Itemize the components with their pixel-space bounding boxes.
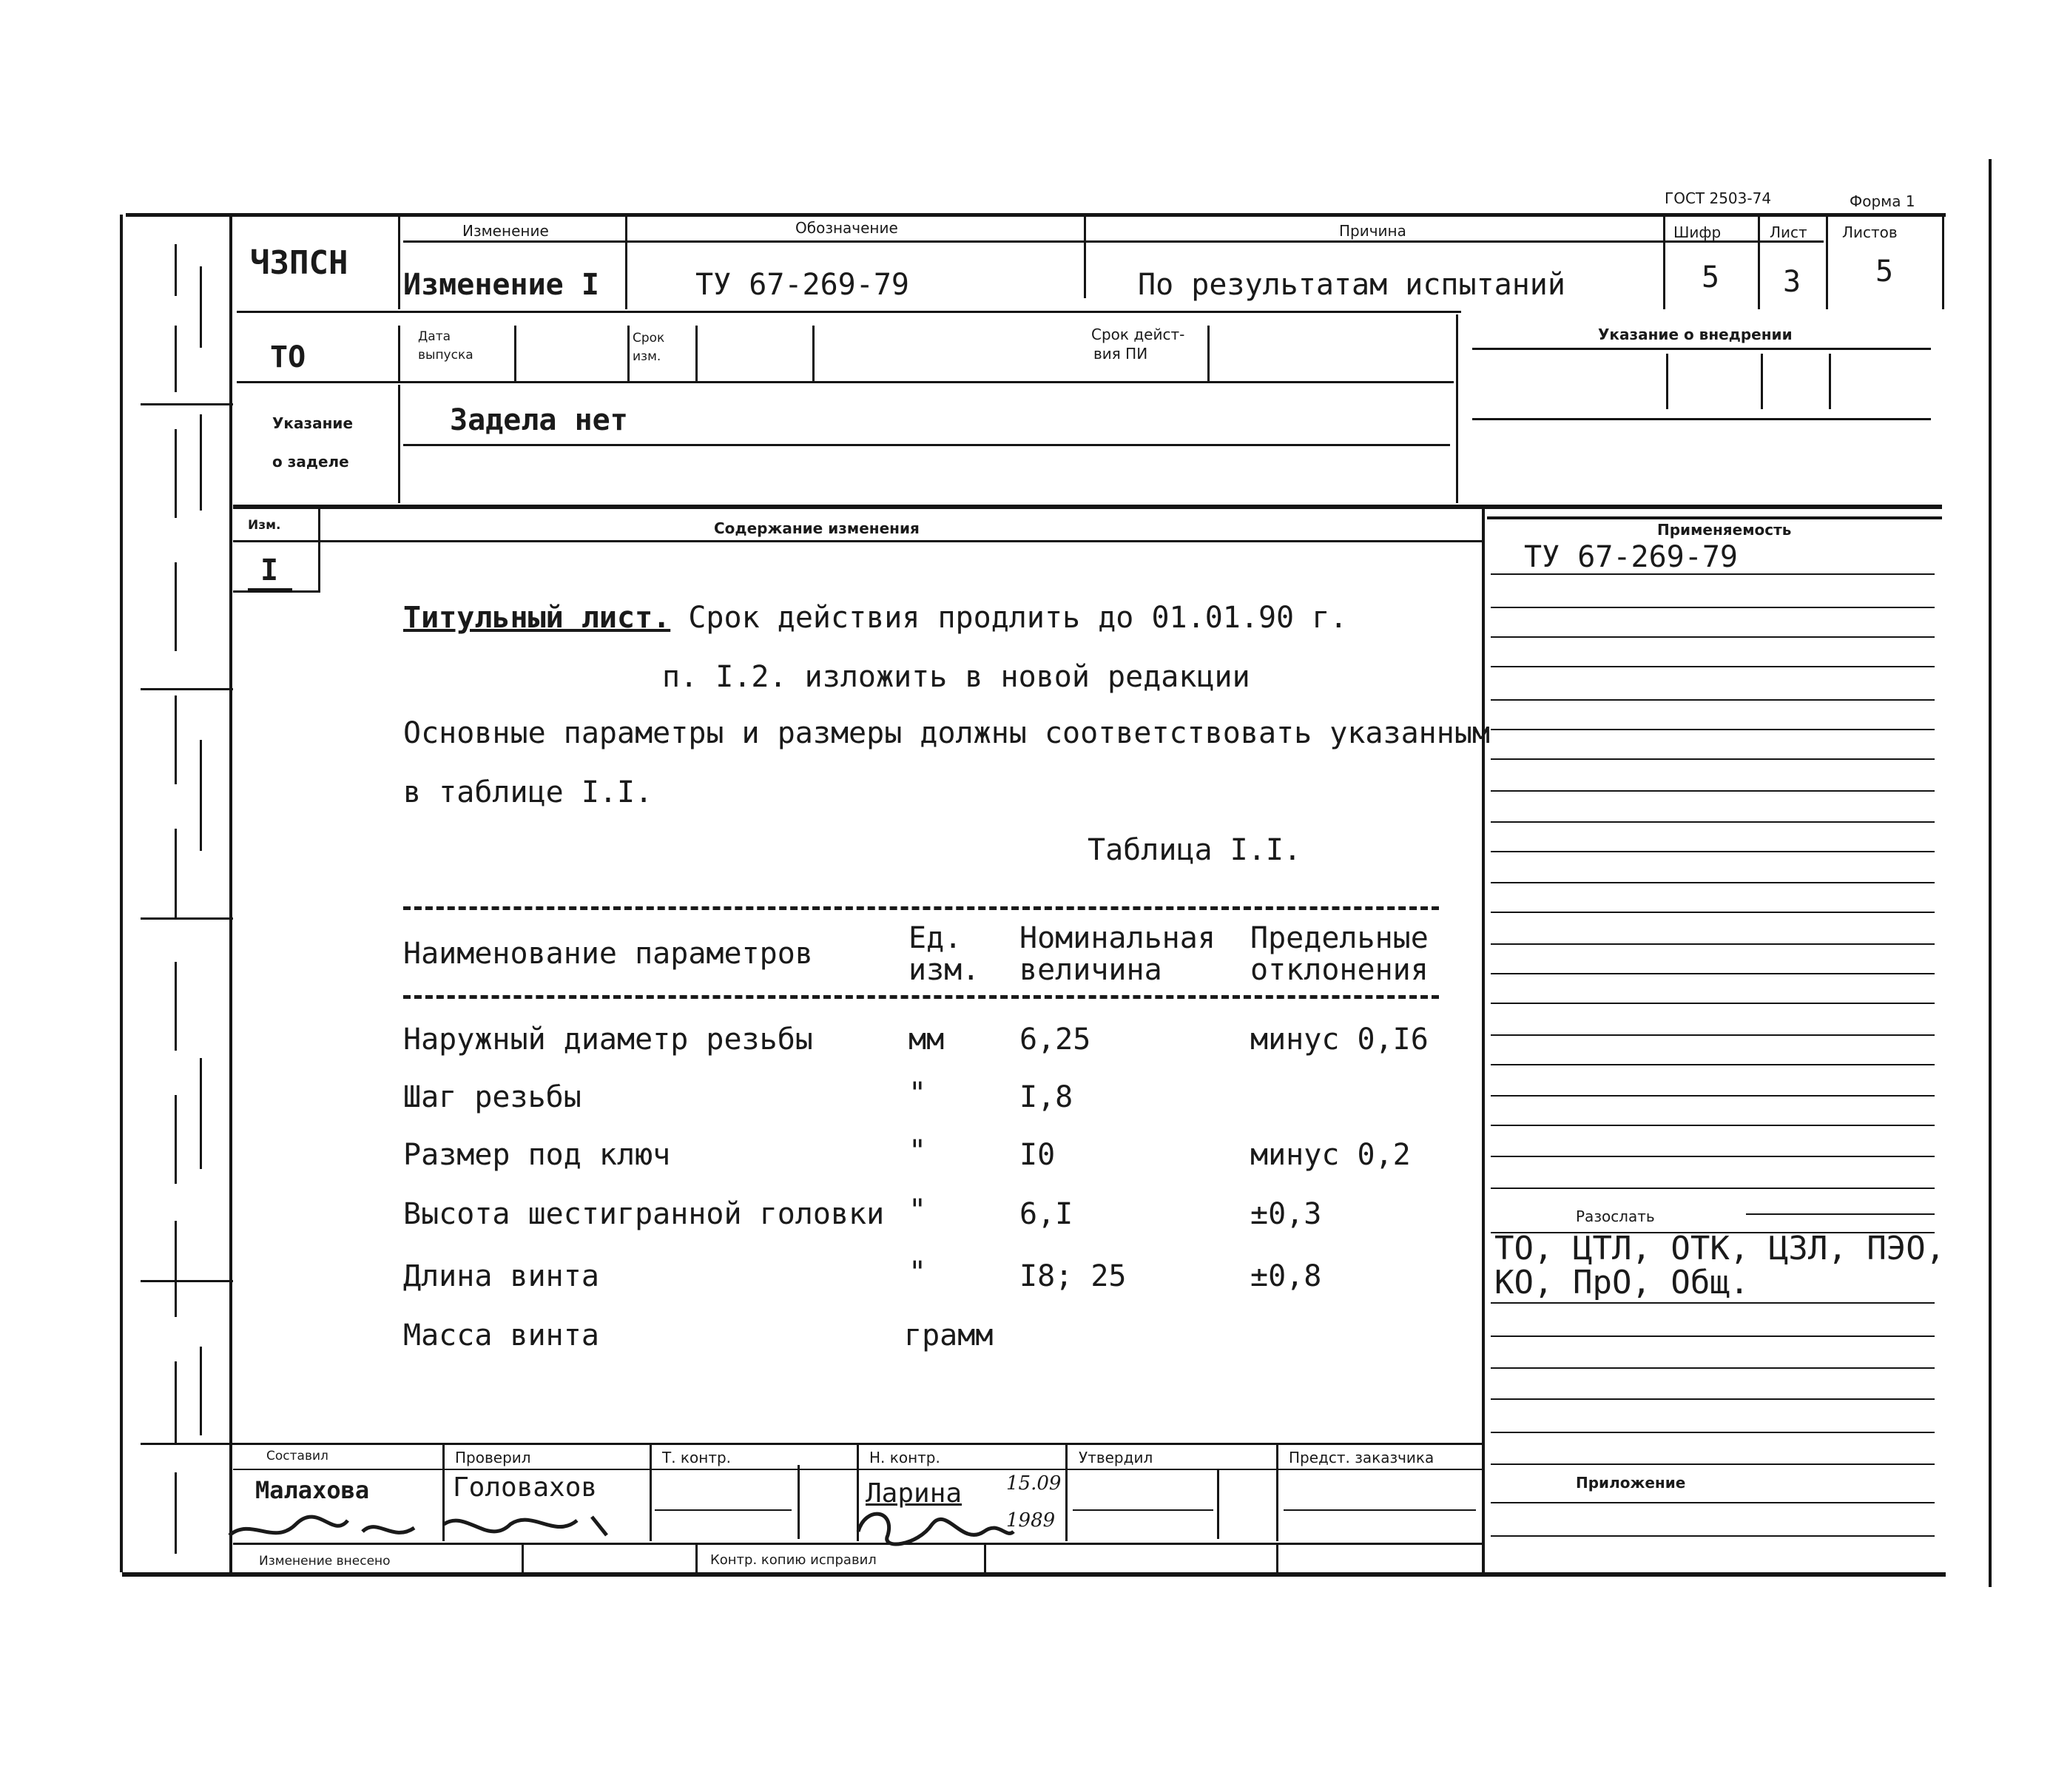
approved-label: Утвердил (1079, 1449, 1153, 1466)
change-no-label: Изм. (248, 518, 281, 533)
ncontrol-name: Ларина (866, 1478, 962, 1509)
content-line-4: в таблице I.I. (403, 775, 653, 809)
reason: По результатам испытаний (1138, 268, 1565, 302)
content-label: Содержание изменения (714, 519, 920, 537)
row-param-name: Размер под ключ (403, 1138, 671, 1172)
row-param-name: Высота шестигранной головки (403, 1197, 885, 1231)
col-label-sheets: Листов (1842, 223, 1898, 241)
sign-date-2: 1989 (1006, 1509, 1056, 1532)
appendix-label: Приложение (1576, 1474, 1686, 1492)
copy-check-label: Контр. копию исправил (710, 1552, 877, 1568)
row-tolerance: минус 0,2 (1250, 1138, 1411, 1172)
content-line-1 (403, 601, 1347, 635)
handwritten-signature-ncontrol (851, 1502, 1021, 1554)
header-unit-2: изм. (908, 953, 980, 987)
checked-label: Проверил (455, 1449, 531, 1466)
table-caption: Таблица I.I. (1088, 833, 1301, 867)
row-tolerance: ±0,3 (1250, 1197, 1322, 1231)
row-nominal: I8; 25 (1019, 1259, 1127, 1293)
dept-code: ТО (270, 340, 306, 374)
row-unit: " (908, 1193, 927, 1227)
tcontrol-label: Т. контр. (662, 1449, 732, 1466)
row-param-name: Длина винта (403, 1259, 599, 1293)
validity-label-1: Срок дейст- (1091, 326, 1185, 343)
content-line-2: п. I.2. изложить в новой редакции (662, 660, 1250, 694)
ncontrol-label: Н. контр. (869, 1449, 940, 1466)
backlog-label-2: о заделе (272, 453, 349, 471)
row-param-name: Наружный диаметр резьбы (403, 1023, 813, 1057)
form-label: Форма 1 (1850, 192, 1915, 210)
header-unit-1: Ед. (908, 921, 962, 955)
header-nominal-2: величина (1019, 953, 1162, 987)
issue-date-label-1: Дата (418, 329, 451, 344)
backlog-value: Задела нет (450, 403, 628, 437)
distribute-line-1: ТО, ЦТЛ, ОТК, ЦЗЛ, ПЭО, (1494, 1230, 1946, 1267)
change-no: I (260, 553, 279, 587)
row-unit: грамм (904, 1318, 994, 1353)
distribute-line-2: КО, ПрО, Общ. (1494, 1264, 1750, 1301)
row-nominal: 6,25 (1019, 1023, 1091, 1057)
col-label-sheet: Лист (1770, 223, 1807, 241)
header-param-name: Наименование параметров (403, 937, 813, 971)
header-tolerance-1: Предельные (1250, 921, 1429, 955)
gost-label: ГОСТ 2503-74 (1665, 189, 1772, 207)
sheet-value: 3 (1783, 265, 1801, 299)
applicability-label: Применяемость (1657, 521, 1792, 539)
row-nominal: I0 (1019, 1138, 1056, 1172)
distribute-label: Разослать (1576, 1207, 1655, 1225)
sheets-value: 5 (1875, 255, 1894, 289)
customer-label: Предст. заказчика (1289, 1449, 1434, 1466)
row-tolerance: минус 0,I6 (1250, 1023, 1429, 1057)
applicability-value: ТУ 67-269-79 (1524, 540, 1738, 574)
row-unit: " (908, 1134, 927, 1168)
org-code: ЧЗПСН (250, 244, 348, 282)
row-param-name: Шаг резьбы (403, 1080, 581, 1114)
title-sheet-label: Титульный лист. (403, 601, 671, 635)
compiled-name: Малахова (255, 1476, 370, 1504)
change-name: Изменение I (403, 268, 599, 302)
validity-extension-text: Срок действия продлить до 01.01.90 г. (688, 601, 1348, 635)
col-label-designation: Обозначение (795, 219, 898, 237)
implementation-label: Указание о внедрении (1598, 326, 1793, 343)
compiled-label: Составил (266, 1449, 328, 1463)
row-unit: " (908, 1077, 927, 1111)
header-tolerance-2: отклонения (1250, 953, 1429, 987)
header-nominal-1: Номинальная (1019, 921, 1216, 955)
content-line-3: Основные параметры и размеры должны соответствовать указанным (403, 716, 1491, 750)
checked-name: Головахов (453, 1472, 598, 1503)
handwritten-signature-compiler (222, 1495, 636, 1554)
term-label-2: изм. (633, 349, 661, 364)
backlog-label-1: Указание (272, 414, 354, 432)
cipher-value: 5 (1702, 260, 1720, 294)
changes-made-label: Изменение внесено (259, 1554, 391, 1569)
row-unit: " (908, 1256, 927, 1290)
sign-date-1: 15.09 (1006, 1472, 1062, 1495)
col-label-reason: Причина (1339, 222, 1406, 240)
col-label-change: Изменение (462, 222, 549, 240)
row-unit: мм (908, 1023, 945, 1057)
term-label-1: Срок (633, 331, 665, 346)
row-tolerance: ±0,8 (1250, 1259, 1322, 1293)
designation: ТУ 67-269-79 (695, 268, 909, 302)
row-nominal: I,8 (1019, 1080, 1073, 1114)
row-nominal: 6,I (1019, 1197, 1073, 1231)
issue-date-label-2: выпуска (418, 348, 473, 363)
validity-label-2: вия ПИ (1093, 345, 1148, 363)
col-label-cipher: Шифр (1673, 223, 1722, 241)
row-param-name: Масса винта (403, 1318, 599, 1353)
